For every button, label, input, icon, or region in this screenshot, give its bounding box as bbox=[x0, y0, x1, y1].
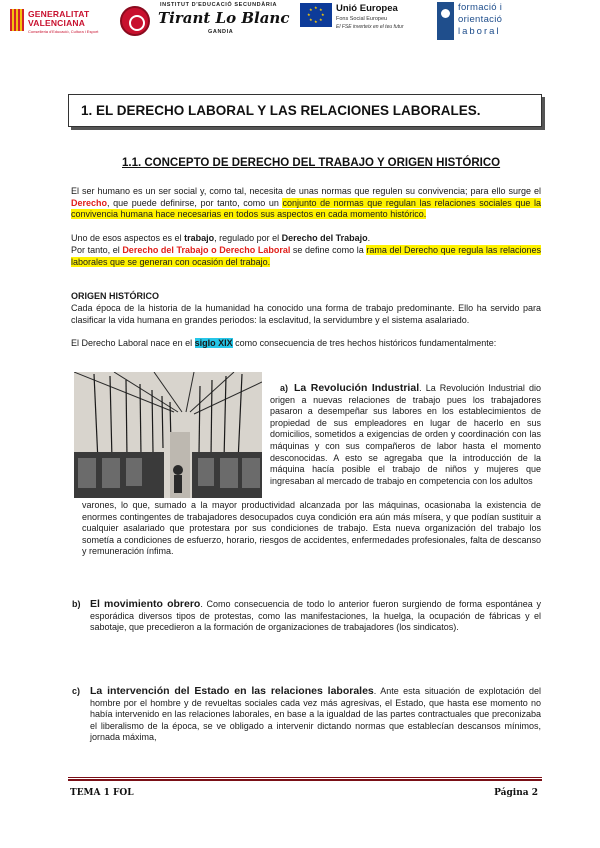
generalitat-line2: VALENCIANA bbox=[28, 18, 86, 28]
definition-derecho: conjunto de normas que regulan las relaciones sociales que la convivencia humana hace necesarias en todos sus aspectos en cada momento histórico. bbox=[71, 197, 541, 220]
eu-motto: El FSE inverteix en el teu futur bbox=[336, 24, 404, 30]
origen-text-1: El Derecho Laboral nace en el bbox=[71, 338, 195, 348]
chapter-title-box bbox=[68, 94, 542, 127]
intro-text-6: Por tanto, el bbox=[71, 245, 123, 255]
item-a-continued: varones, lo que, sumado a la mayor productividad alcanzada por las máquinas, ocasionaba la existencia de enormes contingentes de trabajadores desocupados cuya condición era aún más mísera, y que podían sustituir a cualquier asalariado que protestara por sus condiciones de trabajo. Esta nueva organización del trabajo los sometía a condiciones de esfuerzo, horario, riesgos de accidentes, enfermedades profesionales, falta de descanso y remuneración ínfima. bbox=[82, 500, 541, 557]
term-trabajo: trabajo bbox=[184, 233, 215, 243]
fol-line1: formació i bbox=[458, 2, 503, 13]
generalitat-emblem-icon bbox=[10, 9, 24, 31]
generalitat-line1: GENERALITAT bbox=[28, 9, 90, 19]
generalitat-logo bbox=[10, 8, 120, 38]
intro-paragraph-2 bbox=[71, 233, 541, 245]
section-subtitle: 1.1. CONCEPTO DE DERECHO DEL TRABAJO Y ORIGEN HISTÓRICO bbox=[122, 157, 501, 169]
origen-paragraph-1: Cada época de la historia de la humanidad ha conocido una forma de trabajo predominante. Ello ha servido para clasificar la vida humana en grandes periodos: la esclavitud, la servidumbre y el sistema asalariado. bbox=[71, 303, 541, 325]
origen-heading: ORIGEN HISTÓRICO bbox=[71, 291, 160, 301]
term-derecho: Derecho bbox=[71, 197, 108, 208]
footer-rule-thick bbox=[68, 779, 542, 781]
chapter-title: 1. EL DERECHO LABORAL Y LAS RELACIONES LABORALES. bbox=[81, 103, 481, 118]
footer-rule bbox=[68, 777, 542, 778]
intro-text-2: , que puede definirse, por tanto, como un bbox=[107, 197, 283, 208]
intro-paragraph-3 bbox=[71, 245, 541, 268]
institute-type: INSTITUT D'EDUCACIÓ SECUNDÀRIA bbox=[160, 2, 278, 8]
item-b-text: . Como consecuencia de todo lo anterior fueron surgiendo de forma espontánea y esporádica diversos tipos de protestas, como las manifestaciones, la huelga, la ocupación de fábricas y el sabotaje, que precedieron a la formación de organizaciones de trabajadores (los sindicatos). bbox=[90, 599, 541, 633]
institute-emblem-icon bbox=[120, 6, 150, 36]
term-derecho-laboral: Derecho del Trabajo o Derecho Laboral bbox=[122, 245, 291, 255]
origen-text-2: como consecuencia de tres hechos históricos fundamentalmente: bbox=[232, 338, 497, 348]
footer-topic: TEMA 1 FOL bbox=[70, 788, 134, 798]
intro-text-7: se define como la bbox=[290, 245, 367, 255]
item-a-paragraph bbox=[270, 383, 541, 487]
fol-logo bbox=[437, 2, 557, 42]
institute-name: Tirant Lo Blanc bbox=[158, 9, 290, 27]
term-derecho-trabajo: Derecho del Trabajo bbox=[281, 233, 368, 243]
item-a-text: . La Revolución Industrial dio origen a nuevas relaciones de trabajo pues los trabajadores pasaron a desempeñar sus labores en los establecimientos de propiedad de sus empleadores en lugar de hacerlo en sus domicilios, sometidos a exigencias de orden y coordinación con las máquinas y con sus compañeros de labor hasta el momento desconocidas. A esto se agregaba que la introducción de la máquina hacía posible el trabajo de niños y mujeres que ingresaban al mercado de trabajo en competencia con los adultos bbox=[270, 383, 541, 486]
intro-text-4: , regulado por el bbox=[214, 233, 282, 243]
item-a-label: a) bbox=[280, 383, 289, 393]
eu-title: Unió Europea bbox=[336, 3, 398, 14]
intro-text-5: . bbox=[367, 233, 371, 243]
institute-city: GANDIA bbox=[208, 29, 234, 35]
intro-paragraph bbox=[71, 186, 541, 221]
item-b-label: b) bbox=[72, 599, 81, 609]
footer-page-number: Página 2 bbox=[494, 788, 538, 798]
item-c-title: La intervención del Estado en las relaciones laborales bbox=[90, 685, 374, 697]
item-b-title: El movimiento obrero bbox=[90, 598, 201, 610]
item-c-label: c) bbox=[72, 686, 81, 696]
generalitat-line3: Conselleria d'Educació, Cultura i Esport bbox=[28, 29, 99, 34]
page-header bbox=[0, 0, 600, 44]
intro-text-3: Uno de esos aspectos es el bbox=[71, 233, 185, 243]
fol-line2: orientació bbox=[458, 14, 503, 25]
eu-fund: Fons Social Europeu bbox=[336, 16, 388, 22]
item-b-paragraph bbox=[72, 598, 541, 634]
origen-paragraph-2 bbox=[71, 338, 541, 350]
fol-line3: laboral bbox=[458, 26, 501, 37]
eu-logo bbox=[300, 3, 430, 39]
intro-text-1: El ser humano es un ser social y, como tal, necesita de unas normas que regulen su convivencia; para ello surge el bbox=[71, 186, 541, 196]
institute-logo bbox=[120, 2, 290, 38]
siglo-xix: siglo XIX bbox=[194, 338, 233, 348]
factory-illustration bbox=[74, 372, 262, 498]
fol-emblem-icon bbox=[437, 2, 454, 40]
item-c-text: . Ante esta situación de explotación del hombre por el hombre y de revueltas sociales cada vez más agresivas, el Estado, que hasta ese momento no había intervenido en las relaciones laborales, en base a la igualdad de las partes contractuales que preconizaba el liberalismo de la época, se ve obligado a intervenir dictando normas que establecían descansos mínimos, jornada máxima, bbox=[90, 686, 542, 743]
eu-flag-icon: ★ ★ ★ ★ ★ ★ ★ ★ bbox=[300, 3, 332, 27]
item-a-title: La Revolución Industrial bbox=[294, 382, 420, 394]
item-c-paragraph bbox=[72, 685, 542, 744]
definition-derecho-laboral: rama del Derecho que regula las relaciones laborales que se generan con ocasión del trabajo. bbox=[71, 245, 541, 267]
